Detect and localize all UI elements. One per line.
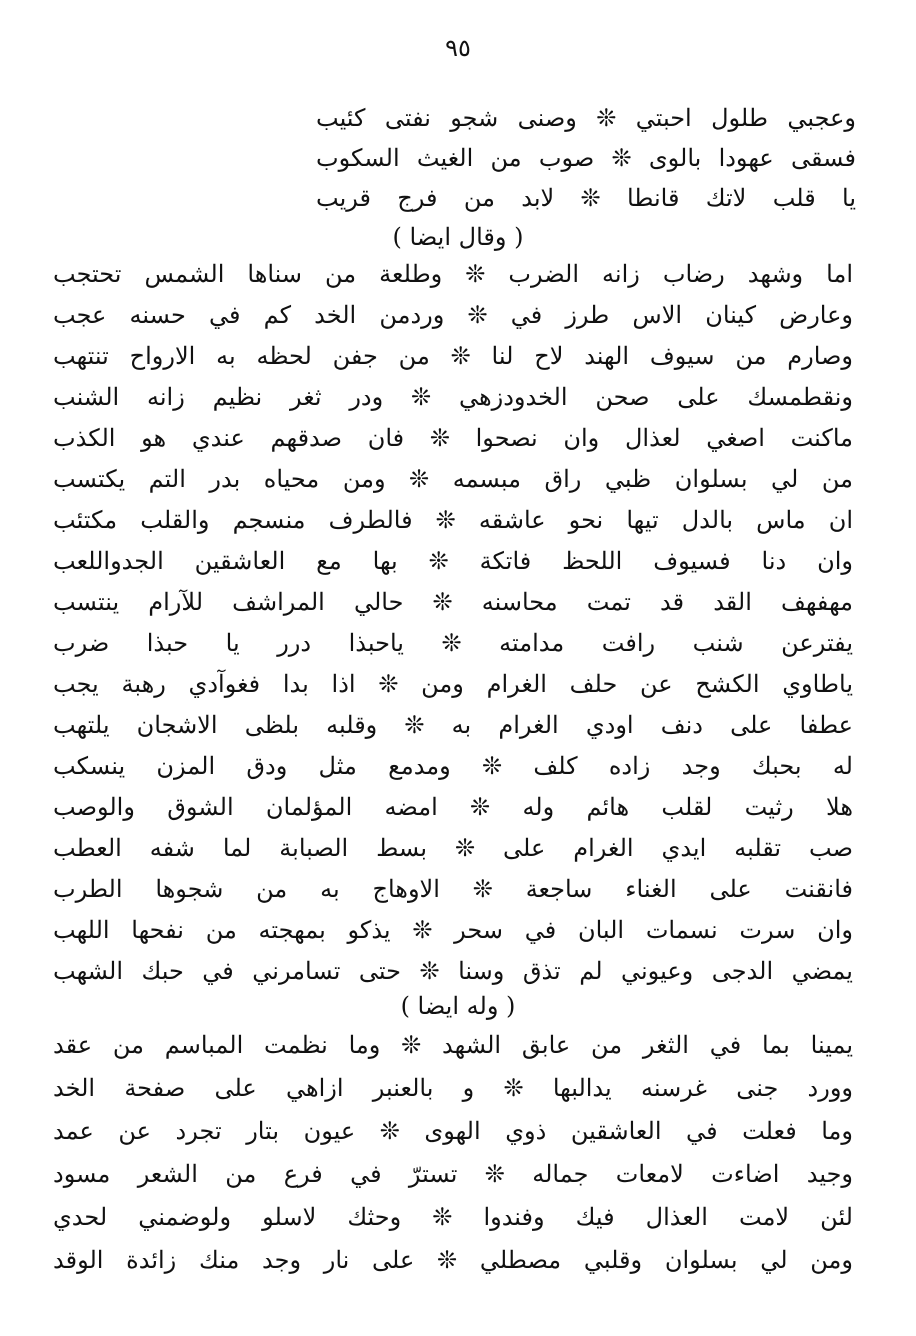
verse: من لي بسلوان ظبي راق مبسمه ❊ ومن محياه بدر التم يكتسب	[53, 465, 853, 493]
verse: يا قلب لاتك قانطا ❊ لابد من فرج قريب	[316, 184, 856, 212]
verse: ومن لي بسلوان وقلبي مصطلي ❊ على نار وجد منك زائدة الوقد	[53, 1246, 853, 1274]
verse: وعارض كينان الاس طرز في ❊ وردمن الخد كم في حسنه عجب	[53, 301, 853, 329]
verse: وورد جنى غرسنه يدالبها ❊ و بالعنبر ازاهي على صفحة الخد	[53, 1074, 853, 1102]
verse: اما وشهد رضاب زانه الضرب ❊ وطلعة من سناها الشمس تحتجب	[53, 260, 853, 288]
verse: له بحبك وجد زاده كلف ❊ ومدمع مثل ودق المزن ينسكب	[53, 752, 853, 780]
section-heading: ( وقال ايضا )	[392, 223, 524, 251]
verse: يمضي الدجى وعيوني لم تذق وسنا ❊ حتى تسامرني في حبك الشهب	[53, 957, 853, 985]
verse: ياطاوي الكشح عن حلف الغرام ومن ❊ اذا بدا فغوآدي رهبة يجب	[53, 670, 853, 698]
section-heading: ( وله ايضا )	[400, 992, 516, 1020]
verse: فسقى عهودا بالوى ❊ صوب من الغيث السكوب	[316, 144, 856, 172]
verse: لئن لامت العذال فيك وفندوا ❊ وحثك لاسلو ولوضمني لحدي	[53, 1203, 853, 1231]
verse: فانقنت على الغناء ساجعة ❊ الاوهاج به من شجوها الطرب	[53, 875, 853, 903]
verse: وان دنا فسيوف اللحظ فاتكة ❊ بها مع العاشقين الجدواللعب	[53, 547, 853, 575]
page-number: ٩٥	[445, 34, 471, 62]
verse: وان سرت نسمات البان في سحر ❊ يذكو بمهجته من نفحها اللهب	[53, 916, 853, 944]
verse: صب تقلبه ايدي الغرام على ❊ بسط الصبابة لما شفه العطب	[53, 834, 853, 862]
verse: وجيد اضاءت لامعات جماله ❊ تسترّ في فرع من الشعر مسود	[53, 1160, 853, 1188]
verse: وصارم من سيوف الهند لاح لنا ❊ من جفن لحظه به الارواح تنتهب	[53, 342, 853, 370]
verse: يمينا بما في الثغر من عابق الشهد ❊ وما نظمت المباسم من عقد	[53, 1031, 853, 1059]
verse: يفترعن شنب رافت مدامته ❊ ياحبذا درر يا حبذا ضرب	[53, 629, 853, 657]
verse: وعجبي طلول احبتي ❊ وصنى شجو نفتى كئيب	[316, 104, 856, 132]
verse: وما فعلت في العاشقين ذوي الهوى ❊ عيون بتار تجرد عن عمد	[53, 1117, 854, 1145]
verse: ماكنت اصغي لعذال وان نصحوا ❊ فان صدقهم عندي هو الكذب	[53, 424, 853, 452]
verse: هلا رثيت لقلب هائم وله ❊ امضه المؤلمان الشوق والوصب	[53, 793, 853, 821]
verse: عطفا على دنف اودي الغرام به ❊ وقلبه بلظى الاشجان يلتهب	[53, 711, 853, 739]
verse: ان ماس بالدل تيها نحو عاشقه ❊ فالطرف منسجم والقلب مكتئب	[53, 506, 853, 534]
verse: مهفهف القد قد تمت محاسنه ❊ حالي المراشف للآرام ينتسب	[53, 588, 853, 616]
verse: ونقطمسك على صحن الخدودزهي ❊ ودر ثغر نظيم زانه الشنب	[53, 383, 853, 411]
